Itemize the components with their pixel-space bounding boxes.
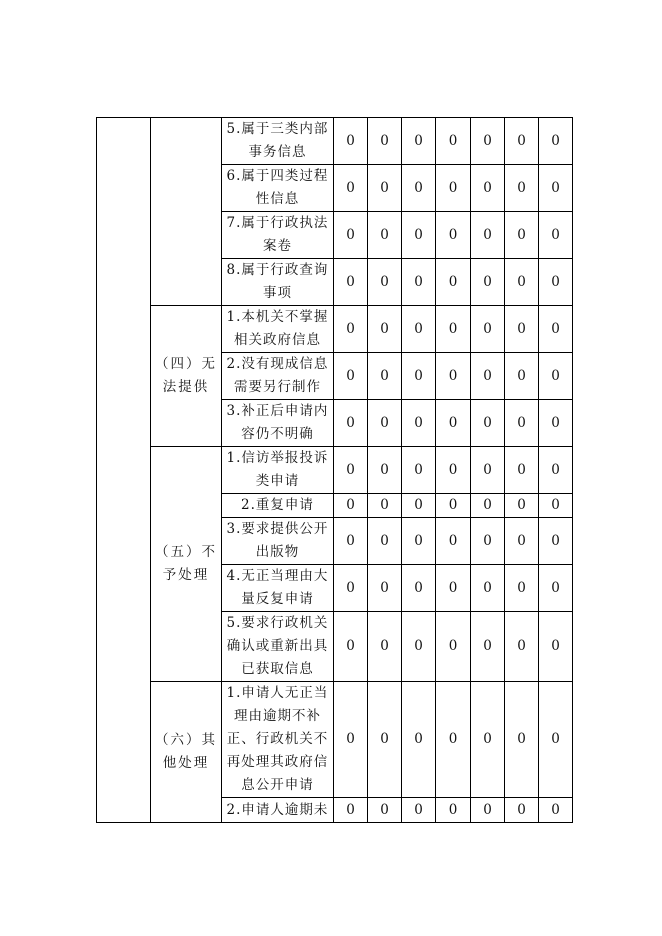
item-label: 5.要求行政机关确认或重新出具已获取信息 — [222, 612, 334, 682]
value-cell: 0 — [471, 400, 505, 447]
value-cell: 0 — [505, 798, 539, 823]
value-cell: 0 — [539, 682, 573, 798]
value-cell: 0 — [402, 798, 436, 823]
value-cell: 0 — [539, 798, 573, 823]
item-label: 5.属于三类内部事务信息 — [222, 118, 334, 165]
value-cell: 0 — [402, 612, 436, 682]
value-cell: 0 — [402, 494, 436, 518]
value-cell: 0 — [402, 400, 436, 447]
value-cell: 0 — [368, 400, 402, 447]
item-label: 2.没有现成信息需要另行制作 — [222, 353, 334, 400]
outer-category-cell — [97, 118, 151, 823]
value-cell: 0 — [471, 682, 505, 798]
value-cell: 0 — [368, 306, 402, 353]
value-cell: 0 — [402, 118, 436, 165]
item-label: 4.无正当理由大量反复申请 — [222, 565, 334, 612]
value-cell: 0 — [505, 259, 539, 306]
value-cell: 0 — [539, 306, 573, 353]
table-row — [97, 306, 573, 353]
value-cell: 0 — [334, 259, 368, 306]
item-label: 6.属于四类过程性信息 — [222, 165, 334, 212]
table-row — [97, 447, 573, 494]
report-table — [96, 117, 573, 823]
value-cell: 0 — [471, 518, 505, 565]
value-cell: 0 — [471, 259, 505, 306]
value-cell: 0 — [334, 306, 368, 353]
value-cell: 0 — [334, 494, 368, 518]
value-cell: 0 — [334, 518, 368, 565]
value-cell: 0 — [334, 400, 368, 447]
value-cell: 0 — [436, 400, 471, 447]
value-cell: 0 — [334, 612, 368, 682]
value-cell: 0 — [505, 353, 539, 400]
value-cell: 0 — [402, 353, 436, 400]
value-cell: 0 — [436, 518, 471, 565]
value-cell: 0 — [334, 682, 368, 798]
value-cell: 0 — [368, 612, 402, 682]
group-label: （四）无法提供 — [151, 306, 222, 447]
value-cell: 0 — [539, 612, 573, 682]
value-cell: 0 — [368, 518, 402, 565]
value-cell: 0 — [505, 494, 539, 518]
value-cell: 0 — [539, 212, 573, 259]
value-cell: 0 — [539, 518, 573, 565]
value-cell: 0 — [368, 165, 402, 212]
value-cell: 0 — [505, 306, 539, 353]
value-cell: 0 — [505, 400, 539, 447]
value-cell: 0 — [436, 682, 471, 798]
value-cell: 0 — [539, 353, 573, 400]
value-cell: 0 — [436, 353, 471, 400]
value-cell: 0 — [436, 259, 471, 306]
value-cell: 0 — [368, 353, 402, 400]
value-cell: 0 — [505, 165, 539, 212]
value-cell: 0 — [539, 494, 573, 518]
value-cell: 0 — [368, 259, 402, 306]
item-label: 3.补正后申请内容仍不明确 — [222, 400, 334, 447]
value-cell: 0 — [334, 798, 368, 823]
value-cell: 0 — [368, 212, 402, 259]
value-cell: 0 — [402, 165, 436, 212]
item-label: 2.申请人逾期未 — [222, 798, 334, 823]
item-label: 7.属于行政执法案卷 — [222, 212, 334, 259]
value-cell: 0 — [471, 798, 505, 823]
item-label: 1.申请人无正当理由逾期不补正、行政机关不再处理其政府信息公开申请 — [222, 682, 334, 798]
group-label: （六）其他处理 — [151, 682, 222, 823]
value-cell: 0 — [471, 447, 505, 494]
value-cell: 0 — [334, 447, 368, 494]
value-cell: 0 — [505, 565, 539, 612]
value-cell: 0 — [471, 494, 505, 518]
value-cell: 0 — [436, 306, 471, 353]
value-cell: 0 — [368, 494, 402, 518]
value-cell: 0 — [402, 212, 436, 259]
table-row — [97, 118, 573, 165]
group-label — [151, 118, 222, 306]
value-cell: 0 — [539, 259, 573, 306]
value-cell: 0 — [334, 353, 368, 400]
value-cell: 0 — [402, 565, 436, 612]
value-cell: 0 — [402, 259, 436, 306]
value-cell: 0 — [402, 447, 436, 494]
value-cell: 0 — [539, 165, 573, 212]
value-cell: 0 — [436, 565, 471, 612]
value-cell: 0 — [436, 212, 471, 259]
value-cell: 0 — [368, 798, 402, 823]
value-cell: 0 — [471, 118, 505, 165]
value-cell: 0 — [505, 682, 539, 798]
value-cell: 0 — [539, 565, 573, 612]
item-label: 1.信访举报投诉类申请 — [222, 447, 334, 494]
value-cell: 0 — [334, 212, 368, 259]
value-cell: 0 — [334, 165, 368, 212]
value-cell: 0 — [471, 612, 505, 682]
value-cell: 0 — [436, 118, 471, 165]
value-cell: 0 — [471, 212, 505, 259]
value-cell: 0 — [368, 565, 402, 612]
item-label: 1.本机关不掌握相关政府信息 — [222, 306, 334, 353]
value-cell: 0 — [368, 447, 402, 494]
table-row — [97, 682, 573, 798]
value-cell: 0 — [471, 565, 505, 612]
value-cell: 0 — [505, 447, 539, 494]
item-label: 2.重复申请 — [222, 494, 334, 518]
value-cell: 0 — [539, 400, 573, 447]
value-cell: 0 — [334, 118, 368, 165]
item-label: 3.要求提供公开出版物 — [222, 518, 334, 565]
value-cell: 0 — [436, 798, 471, 823]
value-cell: 0 — [436, 447, 471, 494]
item-label: 8.属于行政查询事项 — [222, 259, 334, 306]
value-cell: 0 — [471, 353, 505, 400]
value-cell: 0 — [505, 118, 539, 165]
value-cell: 0 — [539, 118, 573, 165]
value-cell: 0 — [539, 447, 573, 494]
value-cell: 0 — [402, 306, 436, 353]
value-cell: 0 — [402, 682, 436, 798]
value-cell: 0 — [368, 118, 402, 165]
value-cell: 0 — [471, 165, 505, 212]
value-cell: 0 — [505, 612, 539, 682]
group-label: （五）不予处理 — [151, 447, 222, 682]
value-cell: 0 — [334, 565, 368, 612]
value-cell: 0 — [436, 165, 471, 212]
value-cell: 0 — [505, 212, 539, 259]
value-cell: 0 — [436, 612, 471, 682]
value-cell: 0 — [402, 518, 436, 565]
value-cell: 0 — [368, 682, 402, 798]
value-cell: 0 — [471, 306, 505, 353]
value-cell: 0 — [436, 494, 471, 518]
value-cell: 0 — [505, 518, 539, 565]
